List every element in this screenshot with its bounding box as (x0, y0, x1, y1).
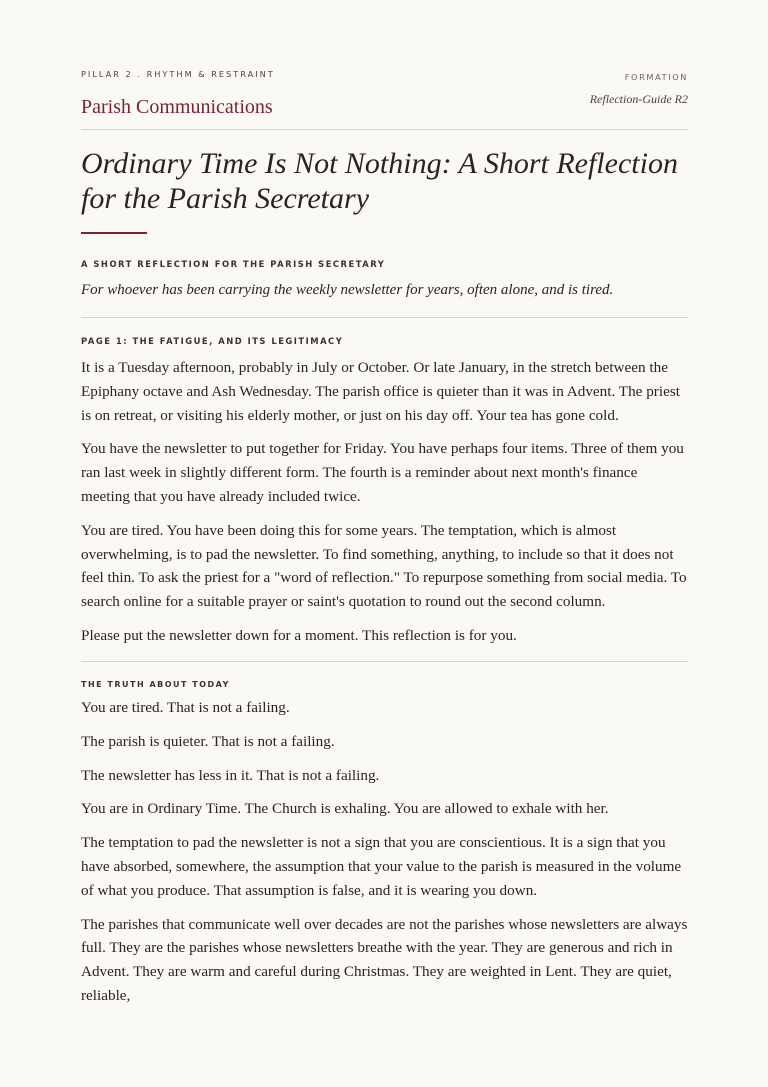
pillar-kicker: PILLAR 2 . RHYTHM & RESTRAINT (81, 69, 275, 79)
title-accent-bar (81, 232, 147, 234)
section1-body (81, 356, 688, 658)
section2-body (81, 696, 688, 1018)
section1-label: PAGE 1: THE FATIGUE, AND ITS LEGITIMACY (81, 336, 344, 346)
section-divider (81, 661, 688, 662)
intro-divider (81, 317, 688, 318)
brand-title: Parish Communications (81, 96, 273, 118)
section2-label: THE TRUTH ABOUT TODAY (81, 680, 230, 689)
page-title: Ordinary Time Is Not Nothing: A Short Reflection for the Parish Secretary (81, 147, 678, 215)
section1-paragraph: You have the newsletter to put together for Friday. You have perhaps four items. Three of them you ran last week in slightly different form. The fourth is a reminder about next month's finance meeting that you have already included twice. (81, 440, 684, 505)
section2-paragraph: You are in Ordinary Time. The Church is exhaling. You are allowed to exhale with her. (81, 800, 609, 818)
formation-label: FORMATION (624, 72, 688, 82)
section1-paragraph: You are tired. You have been doing this for some years. The temptation, which is almost overwhelming, is to pad the newsletter. To find something, anything, to include so that it does not feel thin. To ask the priest for a "word of reflection." To repurpose something from social media. To search online for a suitable prayer or saint's quotation to round out the second column. (81, 521, 687, 611)
header-divider (81, 129, 688, 130)
section1-paragraph: Please put the newsletter down for a moment. This reflection is for you. (81, 626, 517, 644)
guide-reference: Reflection-Guide R2 (589, 92, 688, 106)
section2-paragraph: The parish is quieter. That is not a failing. (81, 732, 335, 750)
section2-paragraph: The temptation to pad the newsletter is not a sign that you are conscientious. It is a sign that you have absorbed, somewhere, the assumption that your value to the parish is measured in the volume of what you produce. That assumption is false, and it is wearing you down. (81, 834, 682, 899)
intro-label: A SHORT REFLECTION FOR THE PARISH SECRETARY (81, 259, 386, 269)
section1-paragraph: It is a Tuesday afternoon, probably in July or October. Or late January, in the stretch between the Epiphany octave and Ash Wednesday. The parish office is quieter than it was in Advent. The priest is on retreat, or visiting his elderly mother, or just on his day off. Your tea has gone cold. (81, 359, 680, 424)
section2-paragraph: You are tired. That is not a failing. (81, 699, 290, 716)
section2-paragraph: The parishes that communicate well over decades are not the parishes whose newsletters are always full. They are the parishes whose newsletters breathe with the year. They are generous and rich in Advent. They are warm and careful during Christmas. They are weighted in Lent. They are quiet, reliable, (81, 915, 688, 1004)
intro-subtitle: For whoever has been carrying the weekly newsletter for years, often alone, and is tired. (81, 282, 614, 298)
section2-paragraph: The newsletter has less in it. That is not a failing. (81, 766, 380, 784)
